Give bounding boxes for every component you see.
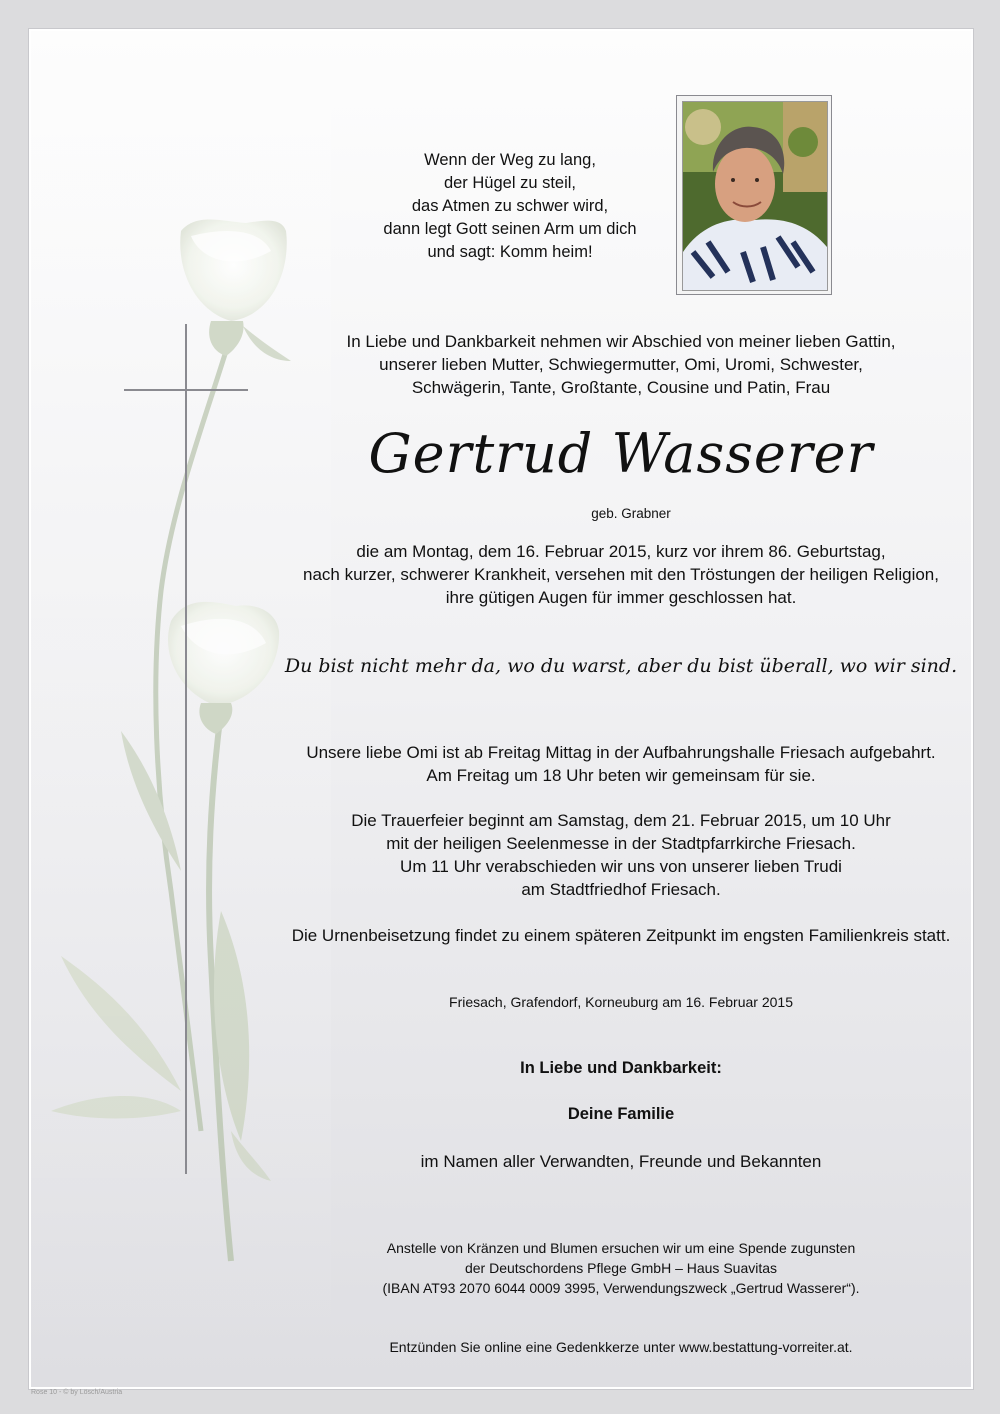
urnenbeisetzung-info: Die Urnenbeisetzung findet zu einem späteren Zeitpunkt im engsten Familienkreis statt. (291, 926, 951, 945)
trauerfeier-info (281, 809, 961, 901)
aufbahrung-line: Am Freitag um 18 Uhr beten wir gemeinsam für sie. (426, 766, 816, 785)
death-notice-line: ihre gütigen Augen für immer geschlossen hat. (445, 588, 797, 607)
trauerfeier-line: Um 11 Uhr verabschieden wir uns von unserer lieben Trudi (400, 857, 842, 876)
aufbahrung-line: Unsere liebe Omi ist ab Freitag Mittag in der Aufbahrungshalle Friesach aufgebahrt. (306, 743, 936, 762)
candle-link-text: Entzünden Sie online eine Gedenkkerze unter www.bestattung-vorreiter.at. (389, 1339, 853, 1355)
portrait-photo (676, 95, 832, 295)
death-notice-line: die am Montag, dem 16. Februar 2015, kurz vor ihrem 86. Geburtstag, (356, 542, 886, 561)
closing-love: In Liebe und Dankbarkeit: (520, 1059, 722, 1077)
death-notice-line: nach kurzer, schwerer Krankheit, versehen mit den Tröstungen der heiligen Religion, (303, 565, 939, 584)
poem-line: das Atmen zu schwer wird, (411, 197, 609, 215)
intro-line: unserer lieben Mutter, Schwiegermutter, Omi, Uromi, Schwester, (379, 355, 863, 374)
poem-line: Wenn der Weg zu lang, (424, 151, 596, 169)
image-credit: Rose 10 - © by Lösch/Austria (31, 1389, 123, 1396)
memorial-quote: Du bist nicht mehr da, wo du warst, aber du bist überall, wo wir sind. (284, 655, 958, 677)
obituary-card (29, 29, 973, 1396)
poem-line: und sagt: Komm heim! (427, 243, 593, 261)
trauerfeier-line: Die Trauerfeier beginnt am Samstag, dem 21. Februar 2015, um 10 Uhr (351, 811, 891, 830)
portrait-image (683, 102, 827, 290)
trauerfeier-line: mit der heiligen Seelenmesse in der Stadtpfarrkirche Friesach. (386, 834, 856, 853)
intro-line: In Liebe und Dankbarkeit nehmen wir Abschied von meiner lieben Gattin, (346, 332, 896, 351)
poem-line: der Hügel zu steil, (443, 174, 577, 192)
donation-line: Anstelle von Kränzen und Blumen ersuchen wir um eine Spende zugunsten (386, 1240, 856, 1256)
donation-request (331, 1238, 911, 1298)
white-rose-icon (31, 31, 331, 1387)
aufbahrung-info (281, 741, 961, 787)
poem (371, 149, 649, 264)
place-date: Friesach, Grafendorf, Korneuburg am 16. Februar 2015 (449, 994, 793, 1010)
trauerfeier-line: am Stadtfriedhof Friesach. (521, 880, 721, 899)
closing-relatives: im Namen aller Verwandten, Freunde und Bekannten (420, 1152, 822, 1171)
birth-name: geb. Grabner (591, 506, 671, 521)
poem-line: dann legt Gott seinen Arm um dich (383, 220, 637, 238)
donation-line: der Deutschordens Pflege GmbH – Haus Suavitas (464, 1260, 778, 1276)
death-notice (271, 540, 971, 609)
closing-family: Deine Familie (567, 1105, 675, 1123)
donation-line: (IBAN AT93 2070 6044 0009 3995, Verwendungszweck „Gertrud Wasserer“). (382, 1280, 860, 1296)
intro-text (291, 330, 951, 399)
deceased-name: Gertrud Wasserer (368, 422, 874, 485)
intro-line: Schwägerin, Tante, Großtante, Cousine und Patin, Frau (411, 378, 831, 397)
